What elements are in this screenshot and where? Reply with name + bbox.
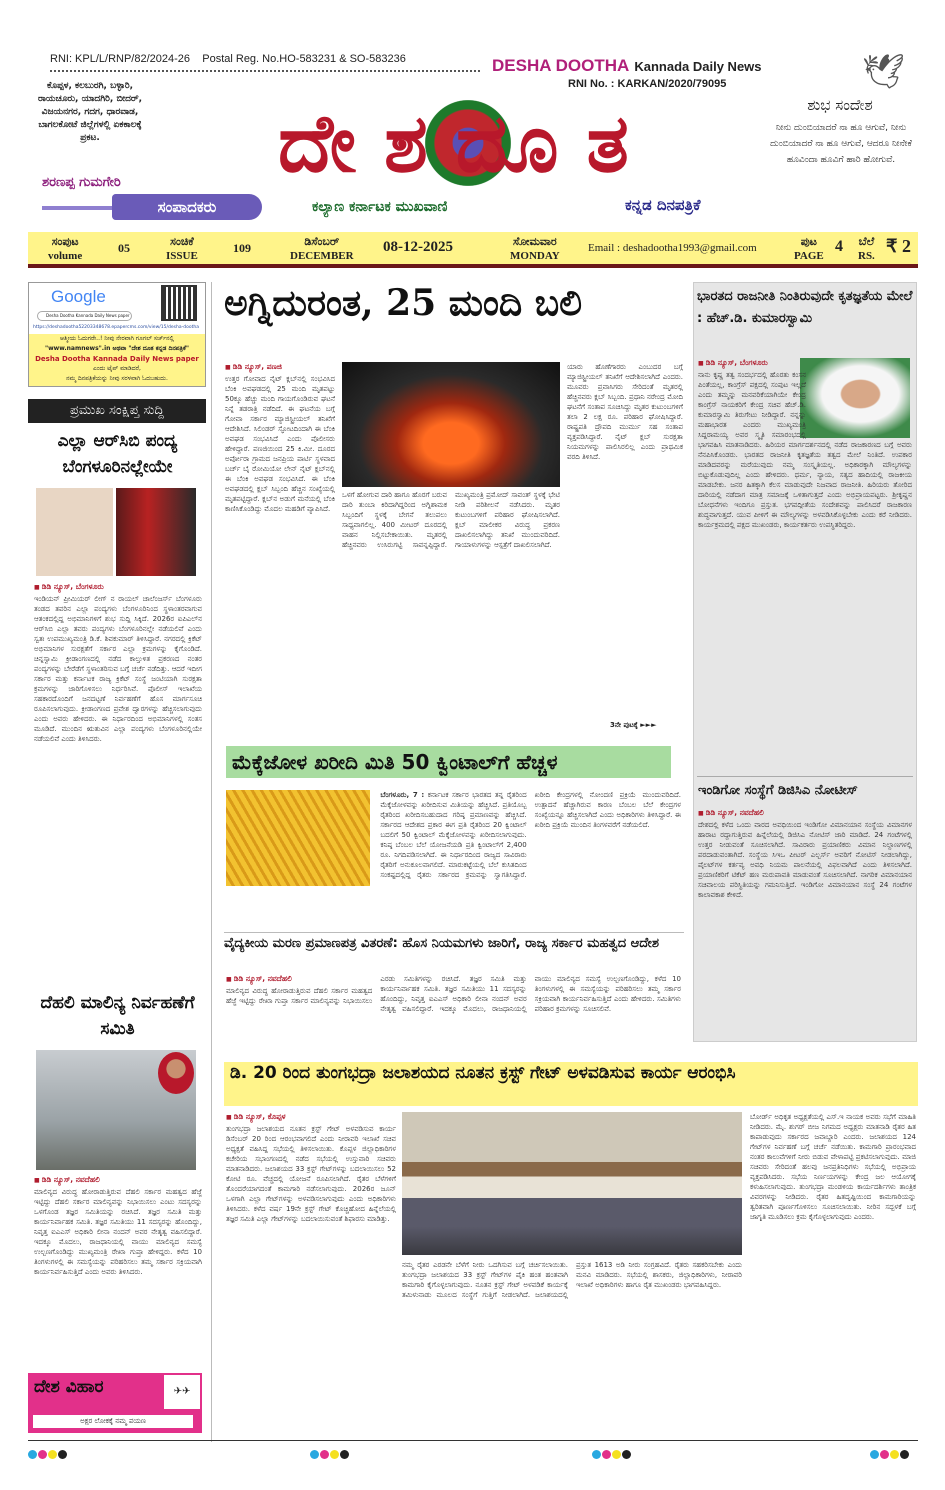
delhi-headline: ದೆಹಲಿ ಮಾಲಿನ್ಯ ನಿರ್ವಹಣೆಗೆ ಸಮಿತಿ <box>40 993 195 1039</box>
ad-line-2: "www.namnews".in ಅಥವಾ "ದೇಶ ದೂತ ಕನ್ನಡ ದಿನಪತ್ರಿಕೆ" <box>44 345 190 352</box>
dam-body-3: ಬೋರ್ಡ್ ಅಧಿಕೃತ ಅಧ್ಯಕ್ಷತೆಯಲ್ಲಿ ಎಸ್.ಇ ನಾಯಕ ಅವರು ಸಭೆಗೆ ಮಾಹಿತಿ ನೀಡಿದರು. ಮೈ. ಶುಗರ್ ಬೀಜ ನಿಗಮದ ಅಧ್ಯಕ್ಷರು ಮಾತನಾಡಿ ರೈತರ ಹಿತ ಕಾಪಾಡುವುದು ಸರ್ಕಾರದ ಜವಾಬ್ದಾರಿ ಎಂದರು. ಜಲಾಶಯದ 124 ಗೇಟ್‌ಗಳ ನಿರ್ವಹಣೆ ಬಗ್ಗೆ ಚರ್ಚೆ ನಡೆಯಿತು. ಕಾಮಗಾರಿ ಪ್ರಾರಂಭವಾದ ನಂತರ ಕಾಲುವೆಗಳಿಗೆ ನೀರು ಬಿಡುವ ವೇಳಾಪಟ್ಟಿ ಪ್ರಕಟಿಸಲಾಗುವುದು. ಮಾಜಿ ಸಚಿವರು ಸೇರಿದಂತೆ ಹಲವು ಜನಪ್ರತಿನಿಧಿಗಳು ಸಭೆಯಲ್ಲಿ ಅಭಿಪ್ರಾಯ ವ್ಯಕ್ತಪಡಿಸಿದರು. ಸಭೆಯ ನಿರ್ಣಯಗಳನ್ನು ಕೇಂದ್ರ ಜಲ ಆಯೋಗಕ್ಕೆ ಕಳುಹಿಸಲಾಗುವುದು. ತುಂಗಭದ್ರಾ ಮಂಡಳಿಯ ಕಾರ್ಯದರ್ಶಿಗಳು ತಾಂತ್ರಿಕ ವಿವರಗಳನ್ನು ನೀಡಿದರು. ರೈತರ ಹಿತದೃಷ್ಟಿಯಿಂದ ಕಾಮಗಾರಿಯನ್ನು ತ್ವರಿತವಾಗಿ ಪೂರ್ಣಗೊಳಿಸಲು ಸೂಚಿಸಲಾಯಿತು. ನೀರಿನ ಸದ್ಬಳಕೆ ಬಗ್ಗೆ ಜಾಗೃತಿ ಮೂಡಿಸಲು ಕ್ರಮ ಕೈಗೊಳ್ಳಲಾಗುವುದು ಎಂದರು. <box>750 1113 916 1221</box>
dam-article-col3 <box>750 1112 916 1437</box>
main-body-3: ಯಾರು ಹೊಣೆಗಾರರು ಎಂಬುದರ ಬಗ್ಗೆ ಮ್ಯಾಜಿಸ್ಟ್ರೀಯಲ್ ತನಿಖೆಗೆ ಆದೇಶಿಸಲಾಗಿದೆ ಎಂದರು. ಮೂವರು ಪ್ರವಾಸಿಗರು ಸೇರಿದಂತೆ ಮೃತರಲ್ಲಿ ಹೆಚ್ಚಿನವರು ಕ್ಲಬ್ ಸಿಬ್ಬಂದಿ. ಪ್ರಧಾನಿ ನರೇಂದ್ರ ಮೋದಿ ಘಟನೆಗೆ ಸಂತಾಪ ಸೂಚಿಸಿದ್ದು ಮೃತರ ಕುಟುಂಬಗಳಿಗೆ ತಲಾ 2 ಲಕ್ಷ ರೂ. ಪರಿಹಾರ ಘೋಷಿಸಿದ್ದಾರೆ. ರಾಷ್ಟ್ರಪತಿ ದ್ರೌಪದಿ ಮುರ್ಮು ಸಹ ಸಂತಾಪ ವ್ಯಕ್ತಪಡಿಸಿದ್ದಾರೆ. ನೈಟ್ ಕ್ಲಬ್ ಸುರಕ್ಷತಾ ನಿಯಮಗಳನ್ನು ಪಾಲಿಸಿರಲಿಲ್ಲ ಎಂದು ಪ್ರಾಥಮಿಕ ವರದಿ ತಿಳಿಸಿದೆ. <box>567 363 683 461</box>
main-article-col3 <box>567 362 683 712</box>
dam-body-2: ನಮ್ಮ ರೈತರ ಎರಡನೇ ಬೆಳೆಗೆ ನೀರು ಒದಗಿಸುವ ಬಗ್ಗೆ ಚರ್ಚಿಸಲಾಯಿತು. ತುಂಗಭದ್ರಾ ಜಲಾಶಯದ 33 ಕ್ರಸ್ಟ್ ಗೇಟ್‌ಗಳ ಪೈಕಿ ಹಂತ ಹಂತವಾಗಿ ಕಾಮಗಾರಿ ಕೈಗೊಳ್ಳಲಾಗುವುದು. ನೂತನ ಕ್ರಸ್ಟ್ ಗೇಟ್ ಅಳವಡಿಕೆ ಕಾರ್ಯಕ್ಕೆ ತಮಿಳುನಾಡು ಮೂಲದ ಸಂಸ್ಥೆಗೆ ಗುತ್ತಿಗೆ ನೀಡಲಾಗಿದೆ. ಜಲಾಶಯದಲ್ಲಿ ಪ್ರಸ್ತುತ 1613 ಅಡಿ ನೀರು ಸಂಗ್ರಹವಿದೆ. ರೈತರು ಸಹಕರಿಸಬೇಕು ಎಂದು ಮನವಿ ಮಾಡಿದರು. ಸಭೆಯಲ್ಲಿ ಶಾಸಕರು, ಜಿಲ್ಲಾಧಿಕಾರಿಗಳು, ನೀರಾವರಿ ಇಲಾಖೆ ಅಧಿಕಾರಿಗಳು ಹಾಗೂ ರೈತ ಮುಖಂಡರು ಭಾಗವಹಿಸಿದ್ದರು. <box>402 1261 742 1299</box>
epaper-url[interactable]: https://deshadootha52203348678.epapercms.com/view/15/desha-dootha <box>33 325 199 330</box>
maize-dateline: ಬೆಂಗಳೂರು, 7 : <box>380 791 425 799</box>
ad-line-1: ಆತ್ಮೀಯ ಓದುಗರೇ..! ನೀವು ನೇರವಾಗಿ ಗೂಗಲ್ ಸರ್ಚ್‌ನಲ್ಲಿ <box>59 335 175 342</box>
issue-label-en: ISSUE <box>166 250 198 262</box>
rcb-byline: ■ ಡಿಡಿ ನ್ಯೂಸ್, ಬೆಂಗಳೂರು <box>34 582 202 593</box>
qr-code-icon <box>161 285 197 321</box>
hdk-headline: ಭಾರತದ ರಾಜನೀತಿ ನಿಂತಿರುವುದೇ ಕೃತಜ್ಞತೆಯ ಮೇಲೆ : ಹೆಚ್.ಡಿ. ಕುಮಾರಸ್ವಾಮಿ <box>697 289 913 326</box>
indigo-body: ದೇಶದಲ್ಲಿ ಕಳೆದ ಒಂದು ವಾರದ ಅವಧಿಯಿಂದ ಇಂಡಿಗೋ ವಿಮಾನಯಾನ ಸಂಸ್ಥೆಯ ವಿಮಾನಗಳ ಹಾರಾಟ ರದ್ದಾಗುತ್ತಿರುವ ಹಿನ್ನೆಲೆಯಲ್ಲಿ ಡಿಜಿಸಿಎ ನೋಟಿಸ್ ಜಾರಿ ಮಾಡಿದೆ. 24 ಗಂಟೆಗಳಲ್ಲಿ ಉತ್ತರ ನೀಡುವಂತೆ ಸೂಚಿಸಲಾಗಿದೆ. ಸಾವಿರಾರು ಪ್ರಯಾಣಿಕರು ವಿಮಾನ ನಿಲ್ದಾಣಗಳಲ್ಲಿ ಪರದಾಡುವಂತಾಗಿದೆ. ಸಂಸ್ಥೆಯ ಸಿಇಒ ಪೀಟರ್ ಎಲ್ಬರ್ಸ್ ಅವರಿಗೆ ನೋಟಿಸ್ ನೀಡಲಾಗಿದ್ದು, ಪೈಲಟ್‌ಗಳ ಕರ್ತವ್ಯ ಅವಧಿ ನಿಯಮ ಪಾಲನೆಯಲ್ಲಿ ವಿಫಲವಾಗಿದೆ ಎಂದು ತಿಳಿಸಲಾಗಿದೆ. ಪ್ರಯಾಣಿಕರಿಗೆ ಟಿಕೆಟ್ ಹಣ ಮರುಪಾವತಿ ಮಾಡುವಂತೆ ಸೂಚಿಸಲಾಗಿದೆ. ನಾಗರಿಕ ವಿಮಾನಯಾನ ಸಚಿವಾಲಯ ಪರಿಸ್ಥಿತಿಯನ್ನು ಗಮನಿಸುತ್ತಿದೆ. ಇಂಡಿಗೋ ವಿಮಾನಯಾನ ಸಂಸ್ಥೆ 24 ಗಂಟೆಗಳ ಕಾಲಾವಕಾಶ ಕೇಳಿದೆ. <box>698 821 912 899</box>
email[interactable]: Email : deshadootha1993@gmail.com <box>588 242 757 254</box>
dam-byline: ■ ಡಿಡಿ ನ್ಯೂಸ್, ಕೊಪ್ಪಳ <box>226 1112 396 1123</box>
color-registration-marks <box>310 1444 350 1463</box>
english-subtitle: Kannada Daily News <box>634 59 762 74</box>
medical-article <box>226 974 681 1046</box>
page-en: PAGE <box>794 250 824 262</box>
indigo-byline: ■ ಡಿಡಿ ನ್ಯೂಸ್, ನವದೆಹಲಿ <box>698 808 912 819</box>
month-en: DECEMBER <box>290 250 354 262</box>
fire-photo <box>342 362 560 487</box>
editor-role: ಸಂಪಾದಕರು <box>112 194 262 220</box>
indigo-headline: ಇಂಡಿಗೋ ಸಂಸ್ಥೆಗೆ ಡಿಜಿಸಿಎ ನೋಟೀಸ್ <box>698 783 858 798</box>
continued-link[interactable]: 3ನೇ ಪುಟಕ್ಕೆ ►►► <box>610 721 657 729</box>
volume-value: 05 <box>118 241 130 255</box>
message-text: ನೀನು ದುಂಬಿಯಾದರೆ ನಾ ಹೂ ಆಗುವೆ, ನೀನು ದುಂಬಿಯಾದರೆ ನಾ ಹೂ ಆಗುವೆ, ಆದರೂ ನೀನೇಕೆ ಹೂವಿಂದಾ ಹೂವಿಗೆ ಹಾರಿ ಹೋಗುವೆ. <box>770 123 912 165</box>
main-byline: ■ ಡಿಡಿ ನ್ಯೂಸ್, ಪಣಜಿ <box>225 362 335 373</box>
main-body-1: ಉತ್ತರ ಗೋವಾದ ನೈಟ್ ಕ್ಲಬ್‌ನಲ್ಲಿ ಸಂಭವಿಸಿದ ಬೆಂಕಿ ಅವಘಡದಲ್ಲಿ 25 ಮಂದಿ ಮೃತಪಟ್ಟು 50ಕ್ಕೂ ಹೆಚ್ಚು ಮಂದಿ ಗಾಯಗೊಂಡಿರುವ ಘಟನೆ ನಿನ್ನೆ ತಡರಾತ್ರಿ ನಡೆದಿದೆ. ಈ ಘಟನೆಯ ಬಗ್ಗೆ ಗೋವಾ ಸರ್ಕಾರ ಮ್ಯಾಜಿಸ್ಟ್ರೀಯಲ್ ತನಿಖೆಗೆ ಆದೇಶಿಸಿದೆ. ಸಿಲಿಂಡರ್ ಸ್ಫೋಟದಿಂದಾಗಿ ಈ ಬೆಂಕಿ ಅವಘಡ ಸಂಭವಿಸಿದೆ ಎಂದು ಪೊಲೀಸರು ಹೇಳಿದ್ದಾರೆ. ಪಣಜಿಯಿಂದ 25 ಕಿ.ಮೀ. ದೂರದ ಅರ್ಪೋರಾ ಗ್ರಾಮದ ಜನಪ್ರಿಯ ಪಾರ್ಟಿ ಸ್ಥಳವಾದ ಬರ್ಚ್ ಬೈ ರೋಮಿಯೋ ಲೇನ್ ನೈಟ್ ಕ್ಲಬ್‌ನಲ್ಲಿ ಈ ಬೆಂಕಿ ಅವಘಡ ಸಂಭವಿಸಿದೆ. ಈ ಬೆಂಕಿ ಅವಘಡದಲ್ಲಿ ಕ್ಲಬ್ ಸಿಬ್ಬಂದಿ ಹೆಚ್ಚಿನ ಸಂಖ್ಯೆಯಲ್ಲಿ ಮೃತಪಟ್ಟಿದ್ದಾರೆ. ಕ್ಲಬ್‌ನ ಅಡುಗೆ ಮನೆಯಲ್ಲಿ ಬೆಂಕಿ ಕಾಣಿಸಿಕೊಂಡಿದ್ದು ಮೊದಲ ಮಹಡಿಗೆ ವ್ಯಾಪಿಸಿದೆ. <box>225 375 335 513</box>
ad-line-3: Desha Dootha Kannada Daily News paper <box>35 355 199 363</box>
maize-headline: ಮೆಕ್ಕೆಜೋಳ ಖರೀದಿ ಮಿತಿ 50 ಕ್ವಿಂಟಾಲ್‌ಗೆ ಹೆಚ್ಚಳ <box>226 746 671 778</box>
english-name <box>492 56 762 76</box>
dam-body-1: ತುಂಗಭದ್ರಾ ಜಲಾಶಯದ ನೂತನ ಕ್ರಸ್ಟ್ ಗೇಟ್ ಅಳವಡಿಸುವ ಕಾರ್ಯ ಡಿಸೆಂಬರ್ 20 ರಿಂದ ಆರಂಭವಾಗಲಿದೆ ಎಂದು ನೀರಾವರಿ ಇಲಾಖೆ ಸಚಿವ ಅಧ್ಯಕ್ಷತೆ ವಹಿಸಿದ್ದ ಸಭೆಯಲ್ಲಿ ತಿಳಿಸಲಾಯಿತು. ಕೊಪ್ಪಳ ಜಿಲ್ಲಾಧಿಕಾರಿಗಳ ಕಚೇರಿಯ ಸಭಾಂಗಣದಲ್ಲಿ ನಡೆದ ಸಭೆಯಲ್ಲಿ ಉಸ್ತುವಾರಿ ಸಚಿವರು ಮಾತನಾಡಿದರು. ಜಲಾಶಯದ 33 ಕ್ರಸ್ಟ್ ಗೇಟ್‌ಗಳನ್ನು ಬದಲಾಯಿಸಲು 52 ಕೋಟಿ ರೂ. ವೆಚ್ಚದಲ್ಲಿ ಯೋಜನೆ ರೂಪಿಸಲಾಗಿದೆ. ರೈತರ ಬೆಳೆಗಳಿಗೆ ತೊಂದರೆಯಾಗದಂತೆ ಕಾಮಗಾರಿ ನಡೆಸಲಾಗುವುದು. 2026ರ ಜೂನ್ ಒಳಗಾಗಿ ಎಲ್ಲಾ ಗೇಟ್‌ಗಳನ್ನು ಅಳವಡಿಸಲಾಗುವುದು ಎಂದು ಅಧಿಕಾರಿಗಳು ತಿಳಿಸಿದರು. ಕಳೆದ ವರ್ಷ 19ನೇ ಕ್ರಸ್ಟ್ ಗೇಟ್ ಕೊಚ್ಚಿಹೋದ ಹಿನ್ನೆಲೆಯಲ್ಲಿ ತಜ್ಞರ ಸಮಿತಿ ಎಲ್ಲಾ ಗೇಟ್‌ಗಳನ್ನು ಬದಲಾಯಿಸುವಂತೆ ಶಿಫಾರಸು ಮಾಡಿತ್ತು. <box>226 1125 396 1223</box>
search-box: Desha Dootha Kannada Daily News paper <box>37 311 132 321</box>
ad-line-5: ನಮ್ಮ ದಿನಪತ್ರಿಕೆಯನ್ನು ನೀವು ಸರಳವಾಗಿ ಓದಬಹುದು. <box>66 375 168 382</box>
minister-portrait <box>158 1052 194 1094</box>
birds-icon: ✈✈ <box>164 1375 200 1409</box>
day-kn: ಸೋಮವಾರ <box>513 236 557 248</box>
maize-body <box>226 790 681 925</box>
dam-article-col1 <box>226 1112 396 1437</box>
rcb-article <box>34 582 202 982</box>
rni-line: RNI: KPL/L/RNP/82/2024-26 Postal Reg. No.HO-583231 & SO-583236 <box>50 53 406 65</box>
delhi-photo <box>36 1050 196 1170</box>
section-title: ಪ್ರಮುಖ ಸಂಕ್ಷಿಪ್ತ ಸುದ್ದಿ <box>28 399 206 423</box>
volume-label-en: volume <box>48 250 83 262</box>
maize-body-text: ಕರ್ನಾಟಕ ಸರ್ಕಾರ ಭಾರತದ ತನ್ನ ರೈತರಿಂದ ಮೆಕ್ಕೆಜೋಳವನ್ನು ಖರೀದಿಸುವ ಮಿತಿಯನ್ನು ಹೆಚ್ಚಿಸಿದೆ. ಪ್ರತಿಯೊಬ್ಬ ರೈತರಿಂದ ಖರೀದಿಸಬಹುದಾದ ಗರಿಷ್ಠ ಪ್ರಮಾಣವನ್ನು ಹೆಚ್ಚಿಸಿದೆ. ಸರ್ಕಾರದ ಆದೇಶದ ಪ್ರಕಾರ ಈಗ ಪ್ರತಿ ರೈತರಿಂದ 20 ಕ್ವಿಂಟಾಲ್ ಬದಲಿಗೆ 50 ಕ್ವಿಂಟಾಲ್ ಮೆಕ್ಕೆಜೋಳವನ್ನು ಖರೀದಿಸಲಾಗುವುದು. ಕನಿಷ್ಠ ಬೆಂಬಲ ಬೆಲೆ ಯೋಜನೆಯಡಿ ಪ್ರತಿ ಕ್ವಿಂಟಾಲ್‌ಗೆ 2,400 ರೂ. ನಿಗದಿಪಡಿಸಲಾಗಿದೆ. ಈ ನಿರ್ಧಾರದಿಂದ ರಾಜ್ಯದ ಸಾವಿರಾರು ರೈತರಿಗೆ ಅನುಕೂಲವಾಗಲಿದೆ. ಮಾರುಕಟ್ಟೆಯಲ್ಲಿ ಬೆಲೆ ಕುಸಿತದಿಂದ ಸಂಕಷ್ಟದಲ್ಲಿದ್ದ ರೈತರು ಸರ್ಕಾರದ ಕ್ರಮವನ್ನು ಸ್ವಾಗತಿಸಿದ್ದಾರೆ. ಖರೀದಿ ಕೇಂದ್ರಗಳಲ್ಲಿ ನೋಂದಣಿ ಪ್ರಕ್ರಿಯೆ ಮುಂದುವರಿದಿದೆ. ಉತ್ಪಾದನೆ ಹೆಚ್ಚಾಗಿರುವ ಕಾರಣ ಬೆಂಬಲ ಬೆಲೆ ಕೇಂದ್ರಗಳ ಸಂಖ್ಯೆಯನ್ನೂ ಹೆಚ್ಚಿಸಲಾಗಿದೆ ಎಂದು ಅಧಿಕಾರಿಗಳು ತಿಳಿಸಿದ್ದಾರೆ. ಈ ಖರೀದಿ ಪ್ರಕ್ರಿಯೆ ಮುಂದಿನ ತಿಂಗಳವರೆಗೆ ನಡೆಯಲಿದೆ. <box>380 791 681 879</box>
meeting-photo <box>402 1112 742 1255</box>
indigo-article <box>698 808 912 1036</box>
english-title: DESHA DOOTHA <box>492 56 630 75</box>
message-title: ಶುಭ ಸಂದೇಶ <box>807 96 873 114</box>
rcb-body: ಇಂಡಿಯನ್ ಪ್ರೀಮಿಯರ್ ಲೀಗ್ ನ ರಾಯಲ್ ಚಾಲೆಂಜರ್ಸ್ ಬೆಂಗಳೂರು ತಂಡದ ತವರಿನ ಎಲ್ಲಾ ಪಂದ್ಯಗಳು ಬೆಂಗಳೂರಿನಿಂದ ಸ್ಥಳಾಂತರವಾಗುವ ಆತಂಕದಲ್ಲಿದ್ದ ಅಭಿಮಾನಿಗಳಿಗೆ ಶುಭ ಸುದ್ದಿ ಸಿಕ್ಕಿದೆ. 2026ರ ಐಪಿಎಲ್‌ನ ಆರ್‌ಸಿಬಿ ಎಲ್ಲಾ ತವರು ಪಂದ್ಯಗಳು ಬೆಂಗಳೂರಿನಲ್ಲೇ ನಡೆಯಲಿವೆ ಎಂದು ಸ್ವತಃ ಉಪಮುಖ್ಯಮಂತ್ರಿ ಡಿ.ಕೆ. ಶಿವಕುಮಾರ್ ತಿಳಿಸಿದ್ದಾರೆ. ನಗರದಲ್ಲಿ ಕ್ರಿಕೆಟ್ ಅಭಿಮಾನಿಗಳ ಸುರಕ್ಷತೆಗೆ ಸರ್ಕಾರ ಎಲ್ಲಾ ಕ್ರಮಗಳನ್ನು ಕೈಗೊಂಡಿದೆ. ಚಿನ್ನಸ್ವಾಮಿ ಕ್ರೀಡಾಂಗಣದಲ್ಲಿ ನಡೆದ ಕಾಲ್ತುಳಿತ ಪ್ರಕರಣದ ನಂತರ ಪಂದ್ಯಗಳನ್ನು ಬೇರೆಡೆಗೆ ಸ್ಥಳಾಂತರಿಸುವ ಬಗ್ಗೆ ಚರ್ಚೆ ನಡೆದಿತ್ತು. ಆದರೆ ಇದೀಗ ಸರ್ಕಾರ ಮತ್ತು ಕರ್ನಾಟಕ ರಾಜ್ಯ ಕ್ರಿಕೆಟ್ ಸಂಸ್ಥೆ ಜಂಟಿಯಾಗಿ ಸುರಕ್ಷತಾ ಕ್ರಮಗಳನ್ನು ಜಾರಿಗೊಳಿಸಲು ನಿರ್ಧರಿಸಿವೆ. ಪೊಲೀಸ್ ಇಲಾಖೆಯ ಸಹಕಾರದೊಂದಿಗೆ ಜನದಟ್ಟಣೆ ನಿರ್ವಹಣೆಗೆ ಹೊಸ ಮಾರ್ಗಸೂಚಿ ರೂಪಿಸಲಾಗುವುದು. ಕ್ರೀಡಾಂಗಣದ ಪ್ರವೇಶ ದ್ವಾರಗಳನ್ನು ಹೆಚ್ಚಿಸಲಾಗುವುದು ಎಂದು ಅವರು ಹೇಳಿದರು. ಈ ನಿರ್ಧಾರದಿಂದ ಅಭಿಮಾನಿಗಳಲ್ಲಿ ಸಂತಸ ಮೂಡಿದೆ. ಮುಂದಿನ ಋತುವಿನ ಎಲ್ಲಾ ಪಂದ್ಯಗಳು ಬೆಂಗಳೂರಿನಲ್ಲಿಯೇ ನಡೆಯಲಿವೆ ಎಂದು ತಿಳಿಸಿದರು. <box>34 595 202 743</box>
dam-headline: ಡಿ. 20 ರಿಂದ ತುಂಗಭದ್ರಾ ಜಲಾಶಯದ ನೂತನ ಕ್ರಸ್ಟ್ ಗೇಟ್ ಅಳವಡಿಸುವ ಕಾರ್ಯ ಆರಂಭಿಸಿ <box>224 1062 918 1106</box>
price-kn: ಬೆಲೆ <box>858 236 875 248</box>
day-en: MONDAY <box>510 250 560 262</box>
month-kn: ಡಿಸೆಂಬರ್ <box>304 236 340 248</box>
hdk-article <box>698 358 912 772</box>
delhi-body: ಮಾಲಿನ್ಯದ ವಿರುದ್ಧ ಹೋರಾಡುತ್ತಿರುವ ದೆಹಲಿ ಸರ್ಕಾರ ಮಹತ್ವದ ಹೆಜ್ಜೆ ಇಟ್ಟಿದ್ದು ದೆಹಲಿ ಸರ್ಕಾರ ಮಾಲಿನ್ಯವನ್ನು ನಿಭಾಯಿಸಲು ಎಂಟು ಸದಸ್ಯರನ್ನು ಒಳಗೊಂಡ ತಜ್ಞರ ಸಮಿತಿಯನ್ನು ರಚಿಸಿದೆ. ತಜ್ಞರ ಸಮಿತಿ ಮತ್ತು ಕಾರ್ಯನಿರ್ವಾಹಕ ಸಮಿತಿ. ತಜ್ಞರ ಸಮಿತಿಯು 11 ಸದಸ್ಯರನ್ನು ಹೊಂದಿದ್ದು, ನಿವೃತ್ತ ಐಎಎಸ್ ಅಧಿಕಾರಿ ಲೀನಾ ನಂದನ್ ಅವರ ನೇತೃತ್ವ ವಹಿಸಲಿದ್ದಾರೆ. ಇದಕ್ಕೂ ಮೊದಲು, ರಾಜಧಾನಿಯಲ್ಲಿ ವಾಯು ಮಾಲಿನ್ಯದ ಸಮಸ್ಯೆ ಉಲ್ಬಣಗೊಂಡಿದ್ದು ಮುಖ್ಯಮಂತ್ರಿ ರೇಖಾ ಗುಪ್ತಾ ಹೇಳಿದ್ದರು. ಕಳೆದ 10 ತಿಂಗಳುಗಳಲ್ಲಿ ಈ ಸಮಸ್ಯೆಯನ್ನು ಪರಿಹರಿಸಲು ತಮ್ಮ ಸರ್ಕಾರ ಸಕ್ರಿಯವಾಗಿ ಕಾರ್ಯನಿರ್ವಹಿಸುತ್ತಿದೆ ಎಂದು ಅವರು ತಿಳಿಸಿದರು. <box>34 1188 202 1276</box>
paper-type: ಕನ್ನಡ ದಿನಪತ್ರಿಕೆ <box>625 196 701 214</box>
price-en: RS. <box>858 250 875 262</box>
main-headline: ಅಗ್ನಿದುರಂತ, 25 ಮಂದಿ ಬಲಿ <box>224 282 583 324</box>
medical-headline: ವೈದ್ಯಕೀಯ ಮರಣ ಪ್ರಮಾಣಪತ್ರ ವಿತರಣೆ: ಹೊಸ ನಿಯಮಗಳು ಜಾರಿಗೆ, ರಾಜ್ಯ ಸರ್ಕಾರ ಮಹತ್ವದ ಆದೇಶ <box>224 936 659 951</box>
delhi-article <box>34 1175 202 1360</box>
issue-value: 109 <box>233 241 251 255</box>
page-kn: ಪುಟ <box>800 236 817 248</box>
date: 08-12-2025 <box>383 239 453 255</box>
logo <box>175 94 760 192</box>
info-bar <box>28 232 918 268</box>
rni-no: RNI No. : KARKAN/2020/79095 <box>568 78 727 90</box>
color-registration-marks <box>28 1444 68 1463</box>
desha-vihara-banner[interactable] <box>28 1373 202 1433</box>
medical-body: ಮಾಲಿನ್ಯದ ವಿರುದ್ಧ ಹೋರಾಡುತ್ತಿರುವ ದೆಹಲಿ ಸರ್ಕಾರ ಮಹತ್ವದ ಹೆಜ್ಜೆ ಇಟ್ಟಿದ್ದು ರೇಖಾ ಗುಪ್ತಾ ಸರ್ಕಾರ ಮಾಲಿನ್ಯವನ್ನು ನಿಭಾಯಿಸಲು ಎರಡು ಸಮಿತಿಗಳನ್ನು ರಚಿಸಿದೆ. ತಜ್ಞರ ಸಮಿತಿ ಮತ್ತು ಕಾರ್ಯನಿರ್ವಾಹಕ ಸಮಿತಿ. ತಜ್ಞರ ಸಮಿತಿಯು 11 ಸದಸ್ಯರನ್ನು ಹೊಂದಿದ್ದು, ನಿವೃತ್ತ ಐಎಎಸ್ ಅಧಿಕಾರಿ ಲೀನಾ ನಂದನ್ ಅವರ ನೇತೃತ್ವ ವಹಿಸಲಿದ್ದಾರೆ. ಇದಕ್ಕೂ ಮೊದಲು, ರಾಜಧಾನಿಯಲ್ಲಿ ವಾಯು ಮಾಲಿನ್ಯದ ಸಮಸ್ಯೆ ಉಲ್ಬಣಗೊಂಡಿದ್ದು, ಕಳೆದ 10 ತಿಂಗಳುಗಳಲ್ಲಿ ಈ ಸಮಸ್ಯೆಯನ್ನು ಪರಿಹರಿಸಲು ತಮ್ಮ ಸರ್ಕಾರ ಸಕ್ರಿಯವಾಗಿ ಕಾರ್ಯನಿರ್ವಹಿಸುತ್ತಿದೆ ಎಂದು ಹೇಳಿದರು. ಸಮಿತಿಗಳು ಪರಿಹಾರ ಕ್ರಮಗಳನ್ನು ಸೂಚಿಸಲಿವೆ. <box>226 975 681 1013</box>
issue-label-kn: ಸಂಚಿಕೆ <box>170 236 194 248</box>
vihara-subtitle: ಅಕ್ಷರ ಲೋಕಕ್ಕೆ ನಮ್ಮ ಪಯಣ <box>33 1415 193 1428</box>
page-number: 4 <box>835 238 843 255</box>
delhi-byline: ■ ಡಿಡಿ ನ್ಯೂಸ್, ನವದೆಹಲಿ <box>34 1175 202 1186</box>
main-body-2: ಒಳಗೆ ಹೋಗುವ ದಾರಿ ಹಾಗೂ ಹೊರಗೆ ಬರುವ ದಾರಿ ತುಂಬಾ ಕಿರಿದಾಗಿದ್ದರಿಂದ ಅಗ್ನಿಶಾಮಕ ಸಿಬ್ಬಂದಿಗೆ ಸ್ಥಳಕ್ಕೆ ಬೇಗನೆ ತಲುಪಲು ಸಾಧ್ಯವಾಗಲಿಲ್ಲ. 400 ಮೀಟರ್ ದೂರದಲ್ಲಿ ವಾಹನ ನಿಲ್ಲಿಸಬೇಕಾಯಿತು. ಮೃತರಲ್ಲಿ ಹೆಚ್ಚಿನವರು ಉಸಿರುಗಟ್ಟಿ ಸಾವನ್ನಪ್ಪಿದ್ದಾರೆ. ಮುಖ್ಯಮಂತ್ರಿ ಪ್ರಮೋದ್ ಸಾವಂತ್ ಸ್ಥಳಕ್ಕೆ ಭೇಟಿ ನೀಡಿ ಪರಿಶೀಲನೆ ನಡೆಸಿದರು. ಮೃತರ ಕುಟುಂಬಗಳಿಗೆ ಪರಿಹಾರ ಘೋಷಿಸಲಾಗಿದೆ. ಕ್ಲಬ್ ಮಾಲೀಕರ ವಿರುದ್ಧ ಪ್ರಕರಣ ದಾಖಲಿಸಲಾಗಿದ್ದು ತನಿಖೆ ಮುಂದುವರಿದಿದೆ. ಗಾಯಾಳುಗಳನ್ನು ಆಸ್ಪತ್ರೆಗೆ ದಾಖಲಿಸಲಾಗಿದೆ. <box>342 491 560 549</box>
medical-byline: ■ ಡಿಡಿ ನ್ಯೂಸ್, ನವದೆಹಲಿ <box>226 974 372 985</box>
hdk-byline: ■ ಡಿಡಿ ನ್ಯೂಸ್, ಬೆಂಗಳೂರು <box>698 358 912 369</box>
main-article-col2 <box>342 490 560 726</box>
color-registration-marks <box>870 1444 910 1463</box>
google-ad[interactable] <box>28 282 206 387</box>
google-logo: Google <box>51 287 106 306</box>
volume-label-kn: ಸಂಪುಟ <box>51 236 79 248</box>
rcb-photo <box>36 488 196 576</box>
vihara-title: ದೇಶ ವಿಹಾರ <box>34 1377 104 1397</box>
tagline: ಕಲ್ಯಾಣ ಕರ್ನಾಟಕ ಮುಖವಾಣಿ <box>312 199 448 215</box>
editor-name: ಶರಣಪ್ಪ ಗುಮಗೇರಿ <box>42 175 121 190</box>
dove-icon: 🕊 <box>862 52 906 92</box>
ad-line-4: ಎಂದು ಟೈಪ್ ಮಾಡಿದರೆ, <box>93 365 141 372</box>
dam-article-col2 <box>402 1260 742 1438</box>
rcb-headline: ಎಲ್ಲಾ ಆರ್‌ಸಿಬಿ ಪಂದ್ಯ ಬೆಂಗಳೂರಿನಲ್ಲೇಯೇ <box>57 431 178 477</box>
logo-text: ದೇಶದೂತ <box>278 96 657 190</box>
main-article-col1 <box>225 362 335 637</box>
districts: ಕೊಪ್ಪಳ, ಕಲಬುರಗಿ, ಬಳ್ಳಾರಿ, ರಾಯಚೂರು, ಯಾದಗಿರಿ, ಬೀದರ್, ವಿಜಯನಗರ, ಗದಗ, ಧಾರವಾಡ, ಬಾಗಲಕೋಟೆ ಜಿಲ್ಲೆಗಳಲ್ಲಿ ಏಕಕಾಲಕ್ಕೆ ಪ್ರಕಟ. <box>37 81 143 143</box>
price: ₹ 2 <box>886 236 911 256</box>
hdk-body: ನಾನು ಕೃಷ್ಣ ತತ್ವ ಸಂದರ್ಭದಲ್ಲಿ ಹೊರತು ಕಂಸನ ಪಿಂತೆಯಲ್ಲ, ಕಾಂಗ್ರೆಸ್ ಪಕ್ಷದಲ್ಲಿ ಸಂಪುಟ ಇಲ್ಲದೆ ಎಂದು ತಮ್ಮನ್ನು ಮನವರಿಕೆಯಾಗಿಯೇ ಕೇಂದ್ರ ಕಾಂಗ್ರೆಸ್ ನಾಯಕರಿಗೆ ಕೇಂದ್ರ ಸಚಿವ ಹೆಚ್.ಡಿ. ಕುಮಾರಸ್ವಾಮಿ ತಿರುಗೇಟು ನೀಡಿದ್ದಾರೆ. ನನ್ನನ್ನು ಮಹಾಭಾರತ ಎಂದರು ಮುಖ್ಯಮಂತ್ರಿ ಸಿದ್ದರಾಮಯ್ಯ ಅವರ ಸ್ಮೃತಿ ಸಮಾರಂಭದಲ್ಲಿ ಭಾಗವಹಿಸಿ ಮಾತನಾಡಿದರು. ಹಿರಿಯರ ಮಾರ್ಗದರ್ಶನದಲ್ಲಿ ನಡೆದ ರಾಜಕಾರಣದ ಬಗ್ಗೆ ಅವರು ನೆನಪಿಸಿಕೊಂಡರು. ಭಾರತದ ರಾಜನೀತಿ ಕೃತಜ್ಞತೆಯ ತತ್ವದ ಮೇಲೆ ನಿಂತಿದೆ. ಉಪಕಾರ ಮಾಡಿದವರನ್ನು ಮರೆಯುವುದು ನಮ್ಮ ಸಂಸ್ಕೃತಿಯಲ್ಲ. ಅಧಿಕಾರಕ್ಕಾಗಿ ಮೌಲ್ಯಗಳನ್ನು ಬಿಟ್ಟುಕೊಡುವುದಿಲ್ಲ ಎಂದು ಹೇಳಿದರು. ಧರ್ಮ, ನ್ಯಾಯ, ಸತ್ಯದ ಹಾದಿಯಲ್ಲಿ ರಾಜಕೀಯ ಮಾಡಬೇಕು. ಜನರ ಹಿತಕ್ಕಾಗಿ ಕೆಲಸ ಮಾಡುವುದೇ ನಿಜವಾದ ರಾಜನೀತಿ. ಹಿರಿಯರು ತೋರಿದ ದಾರಿಯಲ್ಲಿ ನಡೆದಾಗ ಮಾತ್ರ ಸಮಾಜಕ್ಕೆ ಒಳಿತಾಗುತ್ತದೆ ಎಂದು ಅಭಿಪ್ರಾಯಪಟ್ಟರು. ಶ್ರೀಕೃಷ್ಣನ ಬೋಧನೆಗಳು ಇಂದಿಗೂ ಪ್ರಸ್ತುತ. ಭಗವದ್ಗೀತೆಯ ಸಂದೇಶವನ್ನು ಪಾಲಿಸಿದರೆ ರಾಜಕಾರಣ ಶುದ್ಧವಾಗುತ್ತದೆ. ಯುವ ಪೀಳಿಗೆ ಈ ಮೌಲ್ಯಗಳನ್ನು ಅಳವಡಿಸಿಕೊಳ್ಳಬೇಕು ಎಂದು ಕರೆ ನೀಡಿದರು. ಕಾರ್ಯಕ್ರಮದಲ್ಲಿ ಪಕ್ಷದ ಮುಖಂಡರು, ಕಾರ್ಯಕರ್ತರು ಉಪಸ್ಥಿತರಿದ್ದರು. <box>698 371 912 529</box>
color-registration-marks <box>592 1444 632 1463</box>
